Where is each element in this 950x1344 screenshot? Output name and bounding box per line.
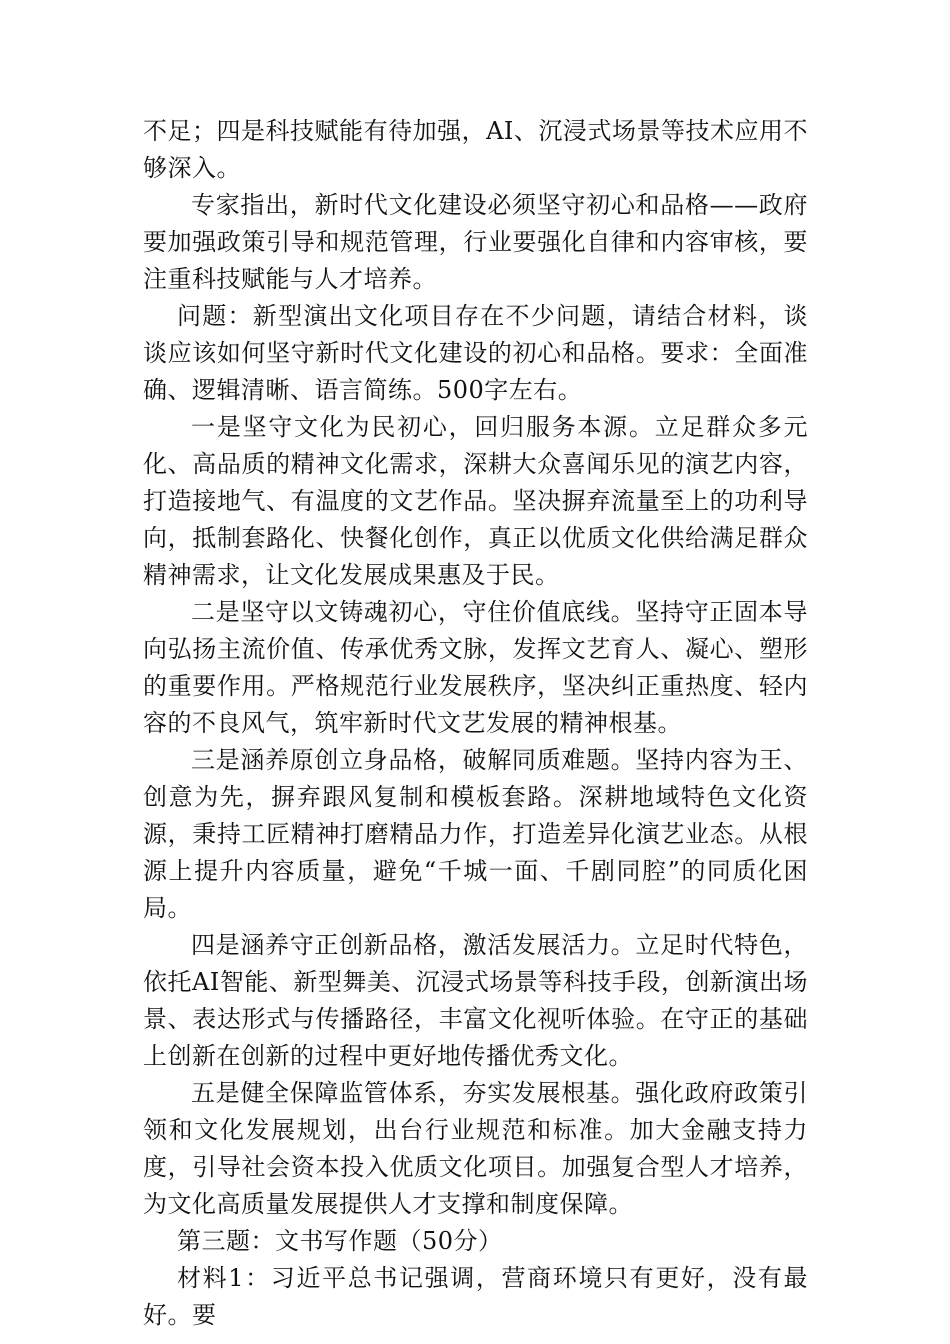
- paragraph-point-5: 五是健全保障监管体系，夯实发展根基。强化政府政策引领和文化发展规划，出台行业规范和标准。加大金融支持力度，引导社会资本投入优质文化项目。加强复合型人才培养，为文化高质量发展提供人才支撑和制度保障。: [143, 1079, 808, 1218]
- section-heading-question-3: 第三题：文书写作题（50分）: [177, 1227, 503, 1255]
- document-body: [143, 113, 808, 1334]
- paragraph-question: 问题：新型演出文化项目存在不少问题，请结合材料，谈谈应该如何坚守新时代文化建设的初心和品格。要求：全面准确、逻辑清晰、语言简练。500字左右。: [143, 302, 808, 404]
- paragraph-point-2: 二是坚守以文铸魂初心，守住价值底线。坚持守正固本导向弘扬主流价值、传承优秀文脉，发挥文艺育人、凝心、塑形的重要作用。严格规范行业发展秩序，坚决纠正重热度、轻内容的不良风气，筑牢新时代文艺发展的精神根基。: [143, 598, 808, 737]
- paragraph-point-4: 四是涵养守正创新品格，激活发展活力。立足时代特色，依托AI智能、新型舞美、沉浸式场景等科技手段，创新演出场景、表达形式与传播路径，丰富文化视听体验。在守正的基础上创新在创新的过程中更好地传播优秀文化。: [143, 931, 808, 1070]
- paragraph-material-1: 材料1：习近平总书记强调，营商环境只有更好，没有最好。要: [143, 1264, 808, 1329]
- paragraph-expert-opinion: 专家指出，新时代文化建设必须坚守初心和品格——政府要加强政策引导和规范管理，行业要强化自律和内容审核，要注重科技赋能与人才培养。: [143, 191, 808, 293]
- paragraph-point-3: 三是涵养原创立身品格，破解同质难题。坚持内容为王、创意为先，摒弃跟风复制和模板套路。深耕地域特色文化资源，秉持工匠精神打磨精品力作，打造差异化演艺业态。从根源上提升内容质量，避免“千城一面、千剧同腔”的同质化困局。: [143, 746, 808, 922]
- paragraph-point-1: 一是坚守文化为民初心，回归服务本源。立足群众多元化、高品质的精神文化需求，深耕大众喜闻乐见的演艺内容，打造接地气、有温度的文艺作品。坚决摒弃流量至上的功利导向，抵制套路化、快餐化创作，真正以优质文化供给满足群众精神需求，让文化发展成果惠及于民。: [143, 413, 808, 589]
- paragraph-continuation: 不足；四是科技赋能有待加强，AI、沉浸式场景等技术应用不够深入。: [143, 117, 808, 182]
